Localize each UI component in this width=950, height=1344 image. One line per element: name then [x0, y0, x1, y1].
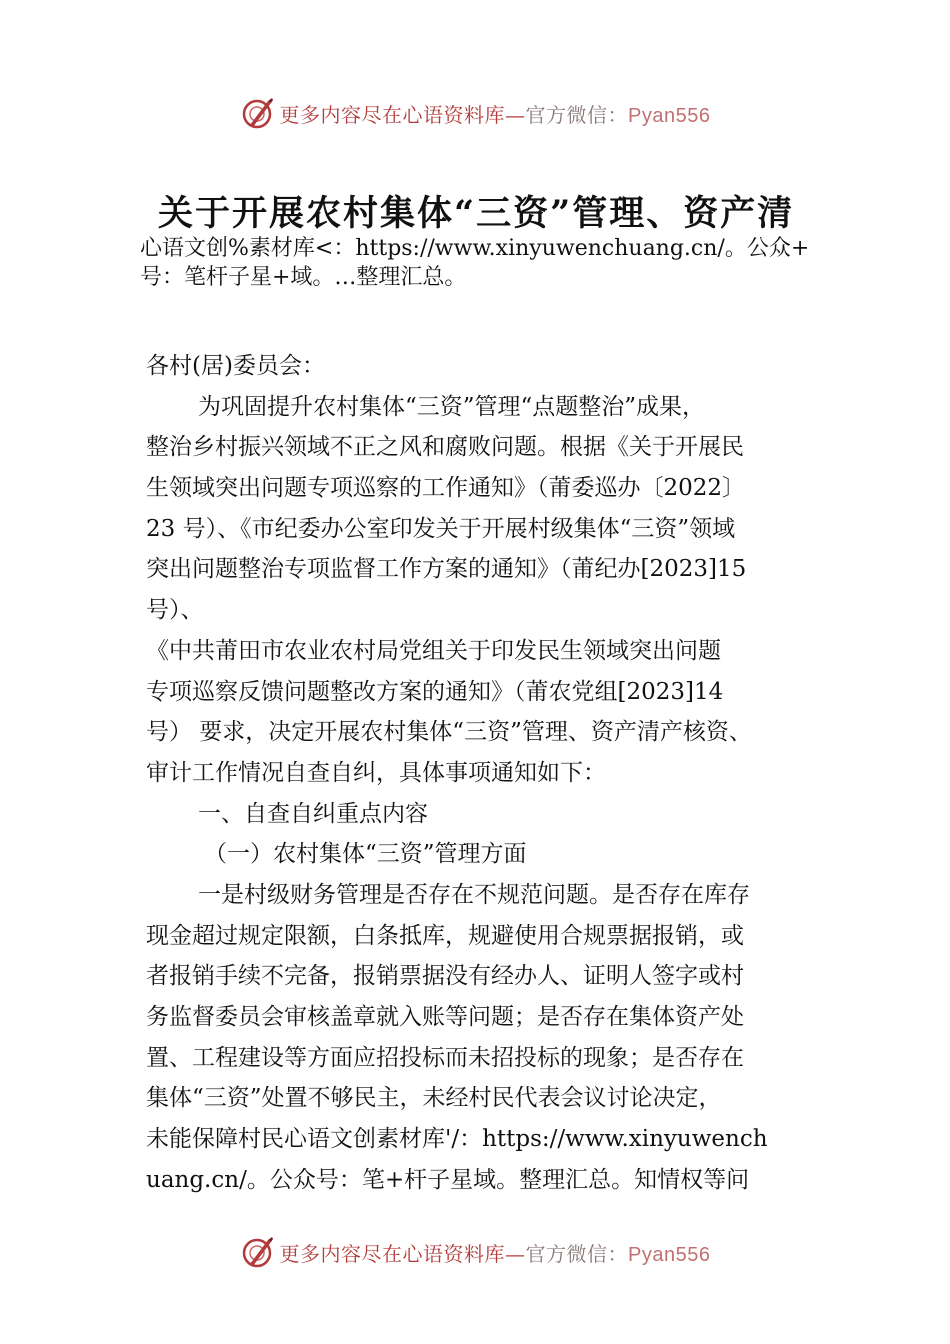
header-banner — [0, 93, 950, 133]
banner-label: 官方微信： — [525, 1241, 629, 1266]
subsection-heading: （一）农村集体“三资”管理方面 — [204, 841, 527, 868]
banner-main-text: 更多内容尽在心语资料库 — [279, 1241, 506, 1266]
body-line: 23 号）、《市纪委办公室印发关于开展村级集体“三资”领域 — [146, 515, 736, 542]
body-line: 未能保障村民心语文创素材库'/：https://www.xinyuwench — [146, 1126, 768, 1153]
watermark-notice — [140, 234, 840, 292]
banner-account: Pyan556 — [628, 1243, 711, 1266]
footer-banner — [0, 1232, 950, 1272]
body-line: 现金超过规定限额，白条抵库，规避使用合规票据报销，或 — [146, 922, 744, 949]
body-line: 《中共莆田市农业农村局党组关于印发民生领域突出问题 — [146, 637, 721, 664]
body-line: 生领域突出问题专项巡察的工作通知》（莆委巡办〔2022〕 — [146, 475, 746, 502]
body-line: 一是村级财务管理是否存在不规范问题。是否存在库存 — [198, 881, 750, 908]
body-line: 为巩固提升农村集体“三资”管理“点题整治”成果， — [198, 393, 706, 420]
body-line: 突出问题整治专项监督工作方案的通知》（莆纪办[2023]15 — [146, 556, 747, 583]
body-line: 集体“三资”处置不够民主，未经村民代表会议讨论决定， — [146, 1085, 722, 1112]
section-heading: 一、自查自纠重点内容 — [198, 800, 428, 827]
body-line: 号） 要求，决定开展农村集体“三资”管理、资产清产核资、 — [146, 719, 752, 746]
banner-account: Pyan556 — [628, 104, 711, 127]
body-line: 置、工程建设等方面应招投标而未招投标的现象；是否存在 — [146, 1044, 744, 1071]
banner-text — [280, 1238, 711, 1267]
body-line: 号）、 — [146, 597, 204, 624]
wechat-pen-logo-icon — [240, 1234, 276, 1270]
document-title: 关于开展农村集体“三资”管理、资产清 — [158, 193, 795, 234]
body-line: 务监督委员会审核盖章就入账等问题；是否存在集体资产处 — [146, 1004, 744, 1030]
body-line: 审计工作情况自查自纠，具体事项通知如下： — [146, 759, 606, 786]
document-body — [146, 346, 846, 1200]
watermark-line: 号：笔杆子星+域。…整理汇总。 — [140, 265, 467, 290]
watermark-line: 心语文创%素材库<：https://www.xinyuwenchuang.cn/。公众+ — [140, 236, 810, 261]
banner-text — [280, 99, 711, 128]
body-line: uang.cn/。公众号：笔+杆子星域。整理汇总。知情权等问 — [146, 1166, 750, 1193]
body-line: 整治乡村振兴领域不正之风和腐败问题。根据《关于开展民 — [146, 434, 744, 461]
salutation: 各村(居)委员会： — [146, 353, 325, 379]
body-line: 者报销手续不完备，报销票据没有经办人、证明人签字或村 — [146, 963, 744, 990]
wechat-pen-logo-icon — [240, 95, 276, 131]
banner-dash: — — [505, 102, 526, 127]
banner-main-text: 更多内容尽在心语资料库 — [279, 102, 506, 127]
banner-label: 官方微信： — [525, 102, 629, 127]
body-line: 专项巡察反馈问题整改方案的通知》（莆农党组[2023]14 — [146, 678, 724, 705]
banner-dash: — — [505, 1241, 526, 1266]
